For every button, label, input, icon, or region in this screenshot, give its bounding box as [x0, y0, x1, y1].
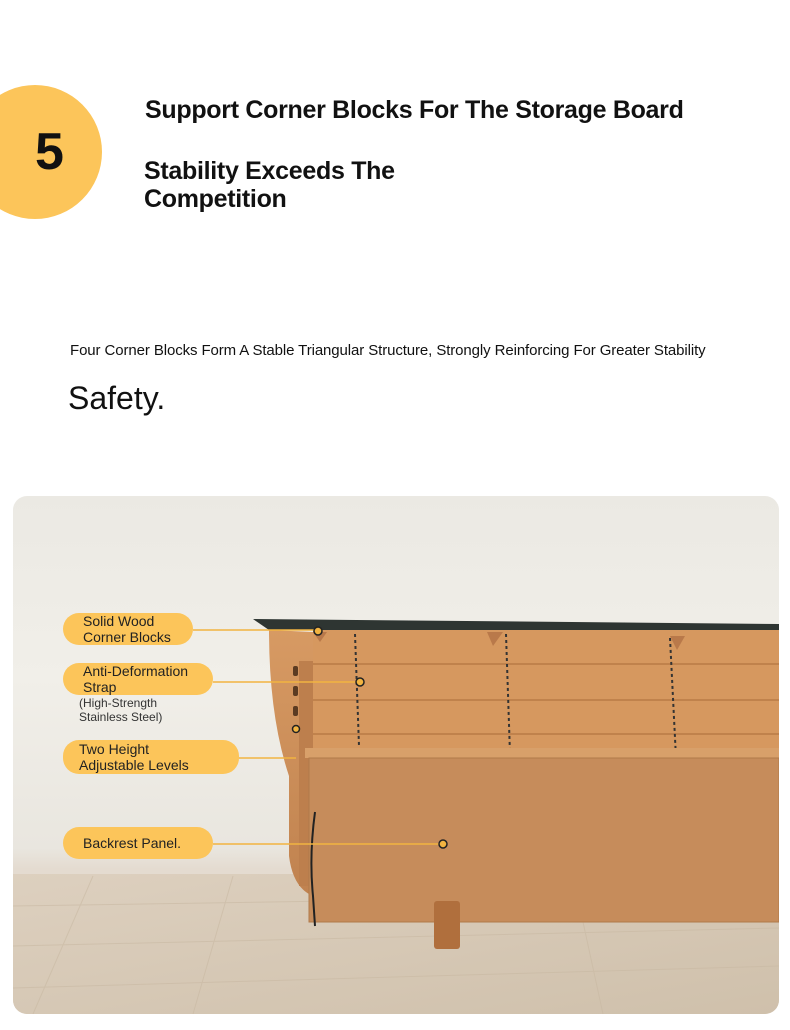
callout-backrest-label: Backrest Panel.: [83, 835, 182, 851]
description-line-1: Four Corner Blocks Form A Stable Triangular Structure, Strongly Reinforcing For Greater Stability: [70, 342, 706, 359]
product-photo: [13, 496, 779, 1014]
height-levels-line-2: Adjustable Levels: [79, 757, 189, 773]
callout-strap-label: Anti-Deformation Strap: [83, 663, 189, 695]
callout-backrest: [63, 827, 213, 859]
step-number: 5: [35, 123, 64, 181]
callout-strap: [63, 663, 213, 695]
page-title: Support Corner Blocks For The Storage Board: [145, 96, 684, 124]
strap-note-line-1: (High-Strength: [79, 696, 158, 710]
callout-height-levels: [63, 740, 239, 774]
callout-corner-blocks-label: Solid Wood Corner Blocks: [83, 613, 171, 645]
height-levels-line-1: Two Height: [79, 741, 150, 757]
page-subtitle: Stability Exceeds The Competition: [144, 157, 395, 213]
description-line-2: Safety.: [68, 380, 166, 416]
callout-strap-note: [79, 696, 162, 724]
callout-corner-blocks: [63, 613, 193, 645]
strap-note-line-2: Stainless Steel): [79, 710, 163, 724]
